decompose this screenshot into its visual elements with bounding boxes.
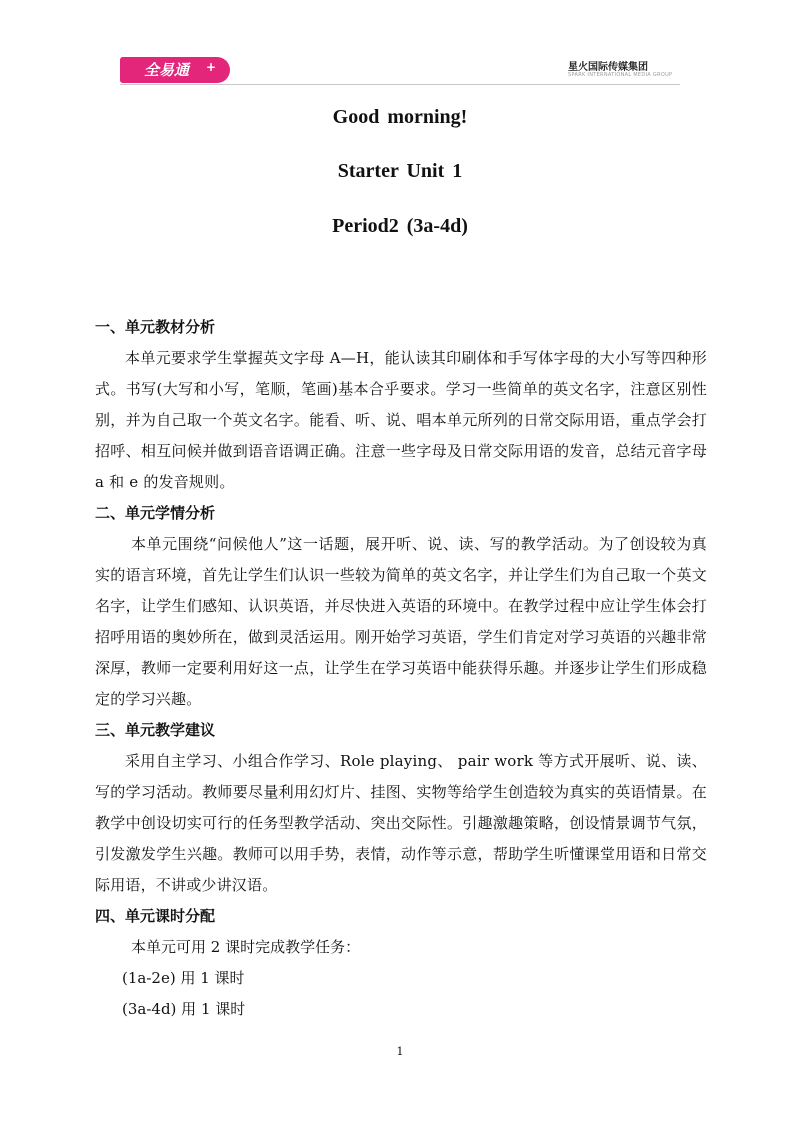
unit-title: Starter Unit 1 <box>337 160 463 182</box>
document-body <box>95 312 707 1025</box>
brand-logo-plus: + <box>206 60 217 74</box>
page-header <box>0 0 800 90</box>
section-paragraph-student-analysis: 本单元围绕“问候他人”这一话题，展开听、说、读、写的教学活动。为了创设较为真实的语言环境，首先让学生们认识一些较为简单的英文名字，并让学生们为自己取一个英文名字，让学生们感知、认识英语，并尽快进入英语的环境中。在教学过程中应让学生体会打招呼用语的奥妙所在，做到灵活运用。刚开始学习英语，学生们肯定对学习英语的兴趣非常深厚，教师一定要利用好这一点，让学生在学习英语中能获得乐趣。并逐步让学生们形成稳定的学习兴趣。 <box>95 535 707 708</box>
section-heading-teaching-suggestions: 三、单元教学建议 <box>95 721 216 739</box>
section-paragraph-teaching-suggestions: 采用自主学习、小组合作学习、Role playing、 pair work 等方式开展听、说、读、写的学习活动。教师要尽量利用幻灯片、挂图、实物等给学生创造较为真实的英语情景。在教学中创设切实可行的任务型教学活动、突出交际性。引趣激趣策略，创设情景调节气氛，引发激发学生兴趣。教师可以用手势，表情，动作等示意，帮助学生听懂课堂用语和日常交际用语，不讲或少讲汉语。 <box>95 752 707 894</box>
header-divider <box>120 84 680 85</box>
period-title: Period2 (3a-4d) <box>332 215 468 237</box>
section-heading-material-analysis: 一、单元教材分析 <box>95 318 216 336</box>
brand-logo-text: 全易通 <box>144 61 190 79</box>
page-number: 1 <box>396 1045 404 1058</box>
publisher-name: 星火国际传媒集团 <box>568 62 648 73</box>
brand-logo <box>120 57 230 83</box>
section-heading-period-allocation: 四、单元课时分配 <box>95 907 216 925</box>
allocation-item: 本单元可用 2 课时完成教学任务： <box>131 938 361 956</box>
allocation-item: (3a-4d) 用 1 课时 <box>122 1000 246 1018</box>
publisher-subtitle: SPARK INTERNATIONAL MEDIA GROUP <box>568 72 673 78</box>
allocation-item: (1a-2e) 用 1 课时 <box>122 969 245 987</box>
section-paragraph-material-analysis: 本单元要求学生掌握英文字母 A—H，能认读其印刷体和手写体字母的大小写等四种形式。书写(大写和小写，笔顺，笔画)基本合乎要求。学习一些简单的英文名字，注意区别性别，并为自己取一个英文名字。能看、听、说、唱本单元所列的日常交际用语，重点学会打招呼、相互问候并做到语音语调正确。注意一些字母及日常交际用语的发音，总结元音字母 a 和 e 的发音规则。 <box>95 349 707 491</box>
section-heading-student-analysis: 二、单元学情分析 <box>95 504 216 522</box>
lesson-title: Good morning! <box>332 106 468 128</box>
